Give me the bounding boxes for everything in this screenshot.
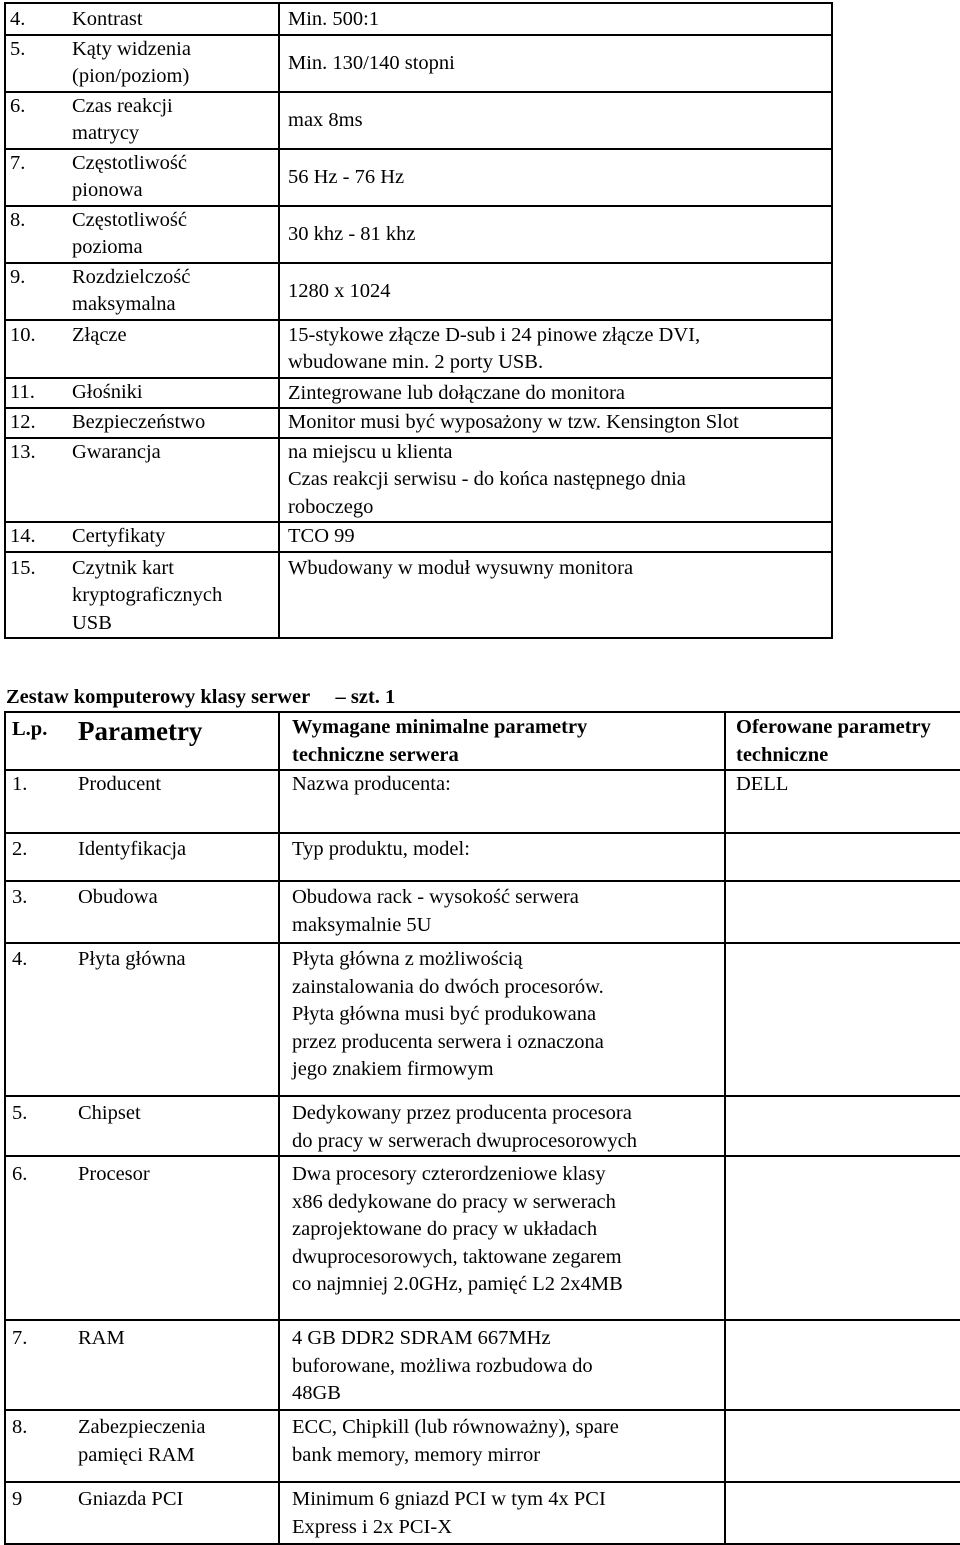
row-requirement-line: przez producenta serwera i oznaczona xyxy=(292,1030,604,1053)
row-number: 2. xyxy=(12,838,28,860)
table-row xyxy=(5,1156,960,1320)
row-number: 11. xyxy=(10,380,35,403)
row-requirement-line: co najmniej 2.0GHz, pamięć L2 2x4MB xyxy=(292,1273,623,1295)
row-number: 9 xyxy=(12,1488,23,1510)
header-offered-line: techniczne xyxy=(736,743,829,766)
row-label-line: Częstotliwość xyxy=(72,208,188,231)
row-value-line: Czas reakcji serwisu - do końca następnego dnia xyxy=(288,468,686,490)
row-label-line: Rozdzielczość xyxy=(72,265,191,288)
table-row xyxy=(5,1410,960,1482)
row-requirement: Typ produktu, model: xyxy=(292,838,470,860)
row-value: Wbudowany w moduł wysuwny monitora xyxy=(288,556,634,579)
row-requirement-line: zainstalowania do dwóch procesorów. xyxy=(292,975,604,998)
row-label-line: (pion/poziom) xyxy=(72,65,190,87)
row-requirement-line: Minimum 6 gniazd PCI w tym 4x PCI xyxy=(292,1488,606,1510)
row-requirement-line: Dwa procesory czterordzeniowe klasy xyxy=(292,1163,606,1185)
row-label: Gniazda PCI xyxy=(78,1488,184,1510)
row-label: Procesor xyxy=(78,1163,150,1185)
row-label: RAM xyxy=(78,1327,125,1349)
header-parameters: Parametry xyxy=(78,716,203,746)
server-spec-table xyxy=(4,711,960,1545)
row-number: 4. xyxy=(12,948,28,970)
row-label: Certyfikaty xyxy=(72,525,166,547)
row-label: Głośniki xyxy=(72,380,143,403)
row-number: 8. xyxy=(12,1416,28,1438)
row-label-line: Kąty widzenia xyxy=(72,37,191,60)
row-offer: DELL xyxy=(736,773,789,795)
row-number: 4. xyxy=(10,8,26,30)
row-label: Płyta główna xyxy=(78,948,186,970)
row-requirement-line: dwuprocesorowych, taktowane zegarem xyxy=(292,1245,622,1268)
table-row xyxy=(5,263,832,320)
row-number: 15. xyxy=(10,556,36,579)
row-label: Gwarancja xyxy=(72,440,161,463)
row-number: 7. xyxy=(12,1327,28,1349)
row-label: Obudowa xyxy=(78,886,158,908)
table-row xyxy=(5,206,832,263)
row-label: Bezpieczeństwo xyxy=(72,411,206,433)
row-label: Złącze xyxy=(72,323,127,346)
row-label-line: Czas reakcji xyxy=(72,94,173,117)
table-row xyxy=(5,552,832,639)
table-row xyxy=(5,438,832,523)
heading-dash: – xyxy=(335,686,346,708)
row-value: Min. 130/140 stopni xyxy=(288,51,455,74)
heading-title: Zestaw komputerowy klasy serwer xyxy=(6,686,310,708)
row-requirement-line: Płyta główna musi być produkowana xyxy=(292,1003,597,1025)
header-offered-line: Oferowane parametry xyxy=(736,716,931,738)
table-row xyxy=(5,320,832,378)
row-requirement-line: 4 GB DDR2 SDRAM 667MHz xyxy=(292,1327,551,1349)
table-row xyxy=(5,35,832,92)
row-value-line: wbudowane min. 2 porty USB. xyxy=(288,351,544,373)
row-label-line: Czytnik kart xyxy=(72,556,174,579)
row-label-line: pionowa xyxy=(72,179,143,201)
row-requirement-line: do pracy w serwerach dwuprocesorowych xyxy=(292,1129,637,1152)
row-number: 1. xyxy=(12,773,28,795)
row-number: 6. xyxy=(12,1163,28,1185)
row-value-line: roboczego xyxy=(288,495,374,518)
row-label-line: Zabezpieczenia xyxy=(78,1416,206,1438)
heading-quantity: szt. 1 xyxy=(350,686,396,708)
header-required-line: Wymagane minimalne parametry xyxy=(292,716,588,738)
row-value: 56 Hz - 76 Hz xyxy=(288,165,405,188)
row-value: max 8ms xyxy=(288,108,363,131)
table-header-row xyxy=(5,712,960,770)
header-required-line: techniczne serwera xyxy=(292,743,459,766)
row-value: Monitor musi być wyposażony w tzw. Kensington Slot xyxy=(288,411,739,433)
row-requirement-line: ECC, Chipkill (lub równoważny), spare xyxy=(292,1416,619,1438)
row-label-line: pamięci RAM xyxy=(78,1443,195,1466)
row-label-line: Częstotliwość xyxy=(72,151,188,174)
row-requirement-line: 48GB xyxy=(292,1382,341,1404)
table-row xyxy=(5,881,960,943)
row-label-line: pozioma xyxy=(72,236,143,258)
row-value: 30 khz - 81 khz xyxy=(288,222,416,245)
row-number: 7. xyxy=(10,151,26,174)
row-requirement-line: zaprojektowane do pracy w układach xyxy=(292,1218,598,1240)
table-row xyxy=(5,833,960,881)
row-number: 3. xyxy=(12,886,28,908)
table-row xyxy=(5,1096,960,1156)
row-number: 6. xyxy=(10,94,26,117)
table-row xyxy=(5,149,832,206)
table-row xyxy=(5,408,832,438)
row-requirement-line: maksymalnie 5U xyxy=(292,913,432,936)
row-number: 5. xyxy=(12,1102,28,1124)
header-lp: L.p. xyxy=(12,718,48,740)
row-requirement-line: buforowane, możliwa rozbudowa do xyxy=(292,1354,593,1377)
row-number: 5. xyxy=(10,37,26,60)
table-row xyxy=(5,1320,960,1410)
row-requirement-line: jego znakiem firmowym xyxy=(292,1058,494,1080)
row-value-line: 15-stykowe złącze D-sub i 24 pinowe złącze DVI, xyxy=(288,323,701,346)
row-requirement-line: x86 dedykowane do pracy w serwerach xyxy=(292,1190,616,1213)
row-label-line: maksymalna xyxy=(72,293,176,315)
row-requirement-line: Obudowa rack - wysokość serwera xyxy=(292,886,579,908)
row-value: 1280 x 1024 xyxy=(288,279,391,302)
table-row xyxy=(5,1482,960,1544)
table-row xyxy=(5,943,960,1096)
row-number: 10. xyxy=(10,323,36,346)
table-row xyxy=(5,522,832,552)
row-label: Chipset xyxy=(78,1102,141,1124)
row-number: 13. xyxy=(10,440,36,463)
row-value: Min. 500:1 xyxy=(288,8,380,30)
row-label-line: USB xyxy=(72,611,112,634)
monitor-spec-table xyxy=(4,2,833,639)
table-row xyxy=(5,770,960,833)
row-requirement-line: bank memory, memory mirror xyxy=(292,1443,541,1466)
row-number: 8. xyxy=(10,208,26,231)
row-label: Kontrast xyxy=(72,8,143,30)
table-row xyxy=(5,92,832,149)
row-number: 14. xyxy=(10,525,36,547)
table-row xyxy=(5,378,832,409)
row-number: 12. xyxy=(10,411,36,433)
row-label: Producent xyxy=(78,773,162,795)
row-label-line: matrycy xyxy=(72,122,140,144)
row-requirement: Nazwa producenta: xyxy=(292,773,451,795)
row-number: 9. xyxy=(10,265,26,288)
row-value-line: na miejscu u klienta xyxy=(288,440,453,463)
row-requirement-line: Płyta główna z możliwością xyxy=(292,948,523,970)
row-value: Zintegrowane lub dołączane do monitora xyxy=(288,381,625,404)
row-label: Identyfikacja xyxy=(78,838,187,860)
section-heading xyxy=(6,684,395,710)
row-requirement-line: Express i 2x PCI-X xyxy=(292,1515,453,1538)
row-requirement-line: Dedykowany przez producenta procesora xyxy=(292,1102,632,1124)
row-label-line: kryptograficznych xyxy=(72,584,223,606)
table-row xyxy=(5,3,832,35)
row-value: TCO 99 xyxy=(288,525,355,547)
